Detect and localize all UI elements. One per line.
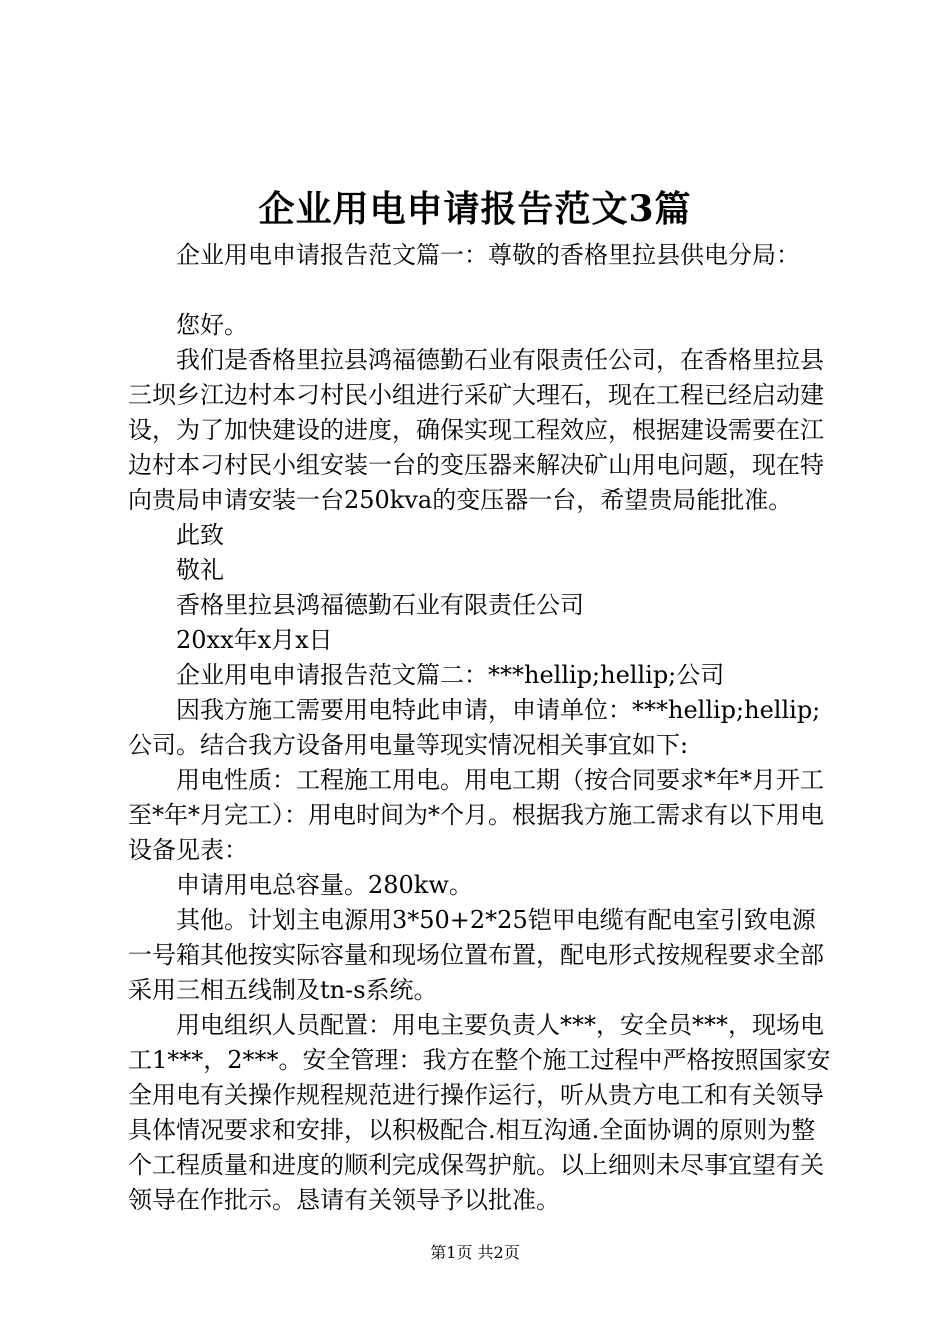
paragraph: 企业用电申请报告范文篇一：尊敬的香格里拉县供电分局： bbox=[176, 241, 800, 269]
document-body bbox=[128, 238, 832, 1218]
paragraph: 其他。计划主电源用3*50+2*25铠甲电缆有配电室引致电源一号箱其他按实际容量和现场位置布置，配电形式按规程要求全部采用三相五线制及tn-s系统。 bbox=[128, 906, 824, 1004]
paragraph: 敬礼 bbox=[176, 556, 224, 584]
paragraph: 申请用电总容量。280kw。 bbox=[176, 871, 473, 899]
paragraph: 此致 bbox=[176, 521, 224, 549]
document-title: 企业用电申请报告范文3篇 bbox=[258, 188, 692, 230]
paragraph: 用电性质：工程施工用电。用电工期（按合同要求*年*月开工至*年*月完工）：用电时间为*个月。根据我方施工需求有以下用电设备见表： bbox=[128, 766, 824, 864]
paragraph: 企业用电申请报告范文篇二：***hellip;hellip;公司 bbox=[176, 661, 725, 689]
page-number: 第1页 共2页 bbox=[430, 1243, 520, 1262]
paragraph: 您好。 bbox=[176, 311, 248, 339]
paragraph: 因我方施工需要用电特此申请，申请单位：***hellip;hellip;公司。结合我方设备用电量等现实情况相关事宜如下: bbox=[128, 696, 821, 759]
paragraph: 我们是香格里拉县鸿福德勤石业有限责任公司，在香格里拉县三坝乡江边村本刁村民小组进行采矿大理石，现在工程已经启动建设，为了加快建设的进度，确保实现工程效应，根据建设需要在江边村本刁村民小组安装一台的变压器来解决矿山用电问题，现在特向贵局申请安装一台250kva的变压器一台，希望贵局能批准。 bbox=[128, 346, 824, 514]
paragraph: 用电组织人员配置：用电主要负责人***，安全员***，现场电工1***，2***。安全管理：我方在整个施工过程中严格按照国家安全用电有关操作规程规范进行操作运行，听从贵方电工和有关领导具体情况要求和安排，以积极配合.相互沟通.全面协调的原则为整个工程质量和进度的顺利完成保驾护航。以上细则未尽事宜望有关领导在作批示。恳请有关领导予以批准。 bbox=[128, 1011, 831, 1214]
paragraph: 香格里拉县鸿福德勤石业有限责任公司 bbox=[176, 591, 584, 619]
paragraph: 20xx年x月x日 bbox=[176, 626, 333, 654]
